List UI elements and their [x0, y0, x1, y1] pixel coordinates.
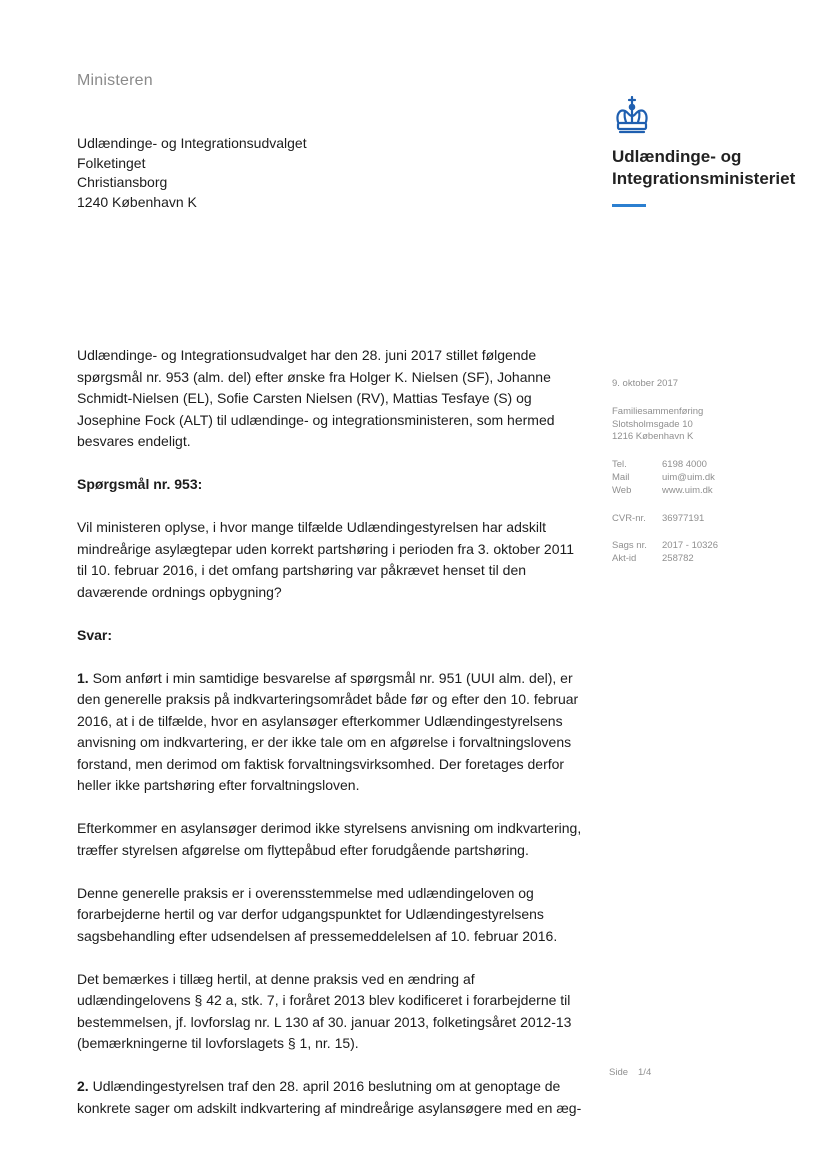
question-paragraph: Vil ministeren oplyse, i hvor mange tilfælde Udlændingestyrelsen har adskilt mindreårige asylægtepar uden korrekt partshøring i perioden fra 3. oktober 2011 til 10. februar 2016, i det omfang partshøring var påkrævet henset til den daværende ordnings opbygning? [77, 519, 575, 600]
recipient-line: Christiansborg [77, 174, 168, 190]
answer-paragraph-1 [77, 668, 583, 797]
answer-paragraph-2: Efterkommer en asylansøger derimod ikke styrelsens anvisning om indkvartering, træffer styrelsen afgørelse om flyttepåbud efter forudgående partshøring. [77, 820, 582, 858]
cvr-value: 36977191 [662, 512, 705, 524]
case-id-value: 2017 - 10326 [662, 540, 718, 552]
contact-label: Tel. [612, 459, 627, 471]
recipient-address [77, 134, 307, 212]
answer-heading: Svar: [77, 626, 113, 643]
paragraph-number: 2. [77, 1078, 89, 1094]
letter-date: 9. oktober 2017 [612, 378, 679, 389]
recipient-line: Udlændinge- og Integrationsudvalget [77, 135, 307, 151]
answer-paragraph-5 [77, 1076, 583, 1119]
page-value: 1/4 [638, 1067, 652, 1078]
case-id-value: 258782 [662, 553, 694, 565]
contact-label: Mail [612, 471, 630, 483]
page-title: Ministeren [77, 72, 153, 89]
case-ids [612, 540, 718, 566]
accent-rule [612, 204, 646, 207]
case-id-row [612, 540, 718, 553]
department-line: Slotsholmsgade 10 [612, 418, 693, 430]
department-line: Familiesammenføring [612, 405, 704, 417]
intro-paragraph: Udlændinge- og Integrationsudvalget har den 28. juni 2017 stillet følgende spørgsmål nr. 953 (alm. del) efter ønske fra Holger K. Nielsen (SF), Johanne Schmidt-Nielsen (EL), Sofie Carsten Nielsen (RV), Mattias Tesfaye (S) og Josephine Fock (ALT) til udlændinge- og integrationsministeren, som hermed besvares endeligt. [77, 347, 555, 449]
contact-value: 6198 4000 [662, 459, 707, 471]
case-id-label: Sags nr. [612, 540, 647, 552]
page-label: Side [609, 1067, 629, 1078]
case-id-row [612, 553, 718, 566]
paragraph-text: Som anført i min samtidige besvarelse af spørgsmål nr. 951 (UUI alm. del), er den generelle praksis på indkvarteringsområdet både før og efter den 10. februar 2016, at i de tilfælde, hvor en asylansøger efterkommer Udlændingestyrelsens anvisning om indkvartering, er der ikke tale om en afgørelse i forvaltningslovens forstand, men derimod om faktisk forvaltningsvirksomhed. Der foretages derfor heller ikke partshøring efter forvaltningsloven. [77, 669, 579, 793]
ministry-name-line: Udlændinge- og [612, 147, 742, 166]
contact-label: Web [612, 484, 632, 496]
page-number [609, 1067, 661, 1078]
ministry-name [612, 146, 802, 190]
letter-body [77, 345, 583, 1141]
ministry-logo [612, 96, 802, 207]
cvr-row [612, 513, 718, 526]
contact-row [612, 485, 718, 498]
paragraph-number: 1. [77, 669, 89, 686]
crown-icon [614, 96, 650, 136]
sender-info [612, 378, 718, 581]
department-address [612, 406, 718, 444]
case-id-label: Akt-id [612, 553, 637, 565]
contact-value: www.uim.dk [662, 484, 713, 496]
ministry-name-line: Integrationsministeriet [612, 169, 796, 188]
contact-details [612, 459, 718, 497]
question-heading: Spørgsmål nr. 953: [77, 476, 203, 492]
answer-paragraph-4: Det bemærkes i tillæg hertil, at denne praksis ved en ændring af udlændingelovens § 42 a, stk. 7, i foråret 2013 blev kodificeret i forarbejderne til bestemmelsen, jf. lovforslag nr. L 130 af 30. januar 2013, folketingsåret 2012-13 (bemærkningerne til lovforslagets § 1, nr. 15). [77, 970, 572, 1051]
recipient-line: Folketinget [77, 154, 146, 171]
cvr-label: CVR-nr. [612, 512, 646, 524]
recipient-line: 1240 København K [77, 193, 197, 210]
department-line: 1216 København K [612, 431, 694, 443]
contact-row [612, 459, 718, 472]
contact-row [612, 472, 718, 485]
answer-paragraph-3: Denne generelle praksis er i overensstemmelse med udlændingeloven og forarbejderne hertil og var derfor udgangspunktet for Udlændingestyrelsens sagsbehandling efter udsendelsen af pressemeddelelsen af 10. februar 2016. [77, 884, 558, 944]
contact-value: uim@uim.dk [662, 471, 715, 483]
paragraph-text: Udlændingestyrelsen traf den 28. april 2016 beslutning om at genoptage de konkrete sager om adskilt indkvartering af mindreårige asylansøgere med en æg- [77, 1078, 582, 1116]
cvr-details [612, 513, 718, 526]
